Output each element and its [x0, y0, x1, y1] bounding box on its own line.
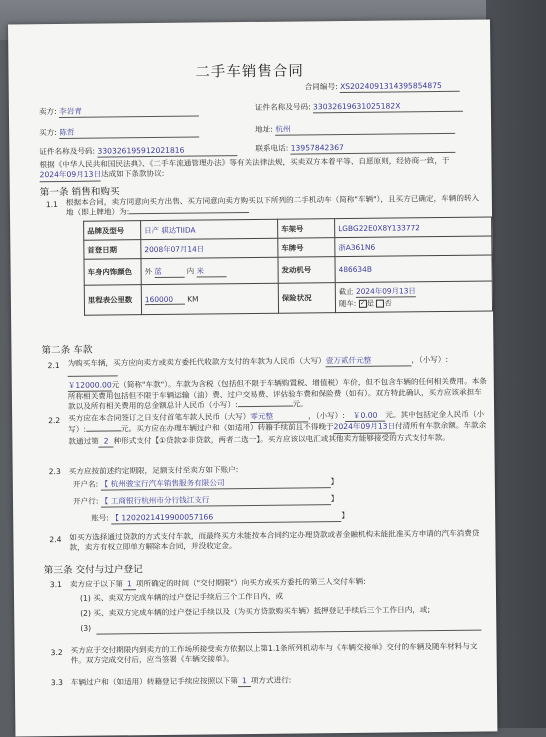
- vehicle-info-table: [83, 216, 493, 315]
- clause-2-3-text: 买方应按前述约定期限，足额支付至卖方如下账户:: [68, 465, 239, 476]
- account-name-row: 开户名: 【 杭州骏宝行汽车销售服务有限公司 】: [72, 477, 339, 489]
- contract-paper: [8, 19, 497, 736]
- color-value: 外 蓝 内 米: [141, 257, 278, 284]
- buyer-row: 买方: 陈哲: [39, 127, 199, 140]
- reg-date-value: 2008年07月14日: [141, 238, 278, 258]
- contract-number: 合同编号: XS2024091314395854875: [305, 81, 460, 94]
- reg-date-label: 首登日期: [84, 240, 141, 260]
- engine-label: 发动机号: [278, 257, 335, 284]
- clause-2-1-number: 2.1: [47, 361, 60, 371]
- article-3-heading: 第三条 交付与过户登记: [43, 564, 143, 577]
- clause-1-1-number: 1.1: [45, 200, 59, 210]
- clause-1-1-text: 根据本合同，卖方同意向买方出售、买方同意向卖方购买以下所列的二手机动车（简称"车辆"），且买方已确定，车辆的转入地（即上牌地）为:: [65, 193, 480, 218]
- vin-value: LGBG22E0X8Y133772: [335, 217, 492, 238]
- option-3-line: [96, 630, 481, 635]
- clause-3-2-number: 3.2: [50, 647, 63, 658]
- buyer-id-row: 证件名称及号码: 330326195912021816: [39, 145, 237, 158]
- buyer-phone-row: 联系电话: 13957842367: [255, 142, 455, 155]
- contract-title: 二手车销售合同: [195, 63, 304, 81]
- account-number-row: 账号: 【 1202021419900057166 】: [91, 511, 349, 525]
- insurance-label: 保险状况: [278, 283, 335, 314]
- article-1-heading: 第一条 销售和购买: [39, 186, 120, 199]
- option-2: (2) 买、卖双方完成车辆的过户登记手续以及（为买方贷款购买车辆）抵押登记手续后三个工作日内，或;: [80, 605, 431, 618]
- engine-value: 486634B: [335, 255, 492, 283]
- seller-id-row: 证件名称及号码: 330326196310251​82X: [255, 101, 463, 114]
- article-2-heading: 第二条 车款: [41, 344, 93, 357]
- clause-3-2-text: 买方应于交付期限内到卖方的工作场所接受卖方依据以上第1.1条所列机动车与《车辆交接单》交付的车辆及随车材料与文件。双方完成交付后，应当签署《车辆交接单》。: [70, 641, 478, 666]
- clause-3-1-text: 卖方应于以下第 1 项所确定的时间（"交付期限"）向买方或买方委托的第三人交付车辆:: [69, 576, 366, 589]
- clause-2-4-number: 2.4: [49, 534, 62, 545]
- brand-value: 日产 骐达TIIDA: [141, 219, 278, 239]
- plate-label: 车牌号: [278, 238, 335, 258]
- clause-2-2-number: 2.2: [48, 415, 61, 426]
- vin-label: 车架号: [278, 219, 335, 239]
- color-label: 车身内饰颜色: [84, 259, 141, 286]
- clause-2-1-text: 为购买车辆，买方应向卖方或卖方委托代收款方支付的车款为人民币（大写）壹万贰仟元整 ，（小写）: ￥12000.00元（简称"车款"）。车款为含税（包括但不限于车辆购置税、增值税）车价，但不包含车辆的任何相关费用。本条所称相关费用包括但不限于车辆运输（油）费、过户交易费、评估验车费和保险费（如有）。双方特此确认，买方应该承担车款以及所有相关费用的总金额总计人民币（小写）: 元。: [67, 354, 487, 411]
- mileage-value: 160000 KM: [141, 283, 278, 314]
- clause-2-4-text: 如买方选择通过贷款的方式支付车款，而最终买方未能按本合同约定办理贷款或者金融机构未能批准买方申请的汽车消费贷款，卖方有权立即单方解除本合同，并没收定金。: [69, 528, 480, 553]
- seller-row: 卖方: 李岩青: [39, 106, 199, 119]
- clause-3-3-number: 3.3: [50, 677, 64, 688]
- plate-value: 浙A361N6: [335, 236, 492, 257]
- bank-row: 开户行: 【 工商银行杭州市分行钱江支行 】: [72, 494, 339, 506]
- clause-2-3-number: 2.3: [48, 466, 61, 477]
- clause-3-1-number: 3.1: [49, 579, 63, 590]
- clause-3-3-text: 车辆过户和（如适用）转籍登记手续应按照以下第 1 项方式进行:: [70, 675, 292, 687]
- option-1: (1) 买、卖双方完成车辆的过户登记手续后三个工作日内，或: [79, 591, 284, 603]
- mileage-label: 里程表公里数: [84, 285, 141, 316]
- insurance-yes-checkbox[interactable]: ✓: [360, 299, 366, 307]
- clause-2-2-text: 买方应在本合同签订之日支付首笔车款人民币（大写）零元整 ，（小写）: ￥0.00 元。其中包括定金人民币（小写）: 元。买方应在办理车辆过户和（如适用）转籍手续前且不得晚于2024年09月13日付清所有车款余额。车款余款通过第 2 种形式支付【①贷款②非贷款，两者二选一】。买方应该以电汇或其他卖方能够接受的方式支付车款。: [68, 409, 487, 446]
- buyer-address-row: 地址: 杭州: [255, 123, 455, 136]
- option-3: (3): [80, 623, 92, 633]
- preamble: 根据《中华人民共和国民法典》、《二手车流通管理办法》等有关法律法规，买卖双方本着平等、自愿原则，经协商一致，于2024年09月13日达成如下条款协议:: [39, 156, 479, 182]
- brand-label: 品牌及型号: [84, 221, 141, 241]
- insurance-value: 截止 2024年09月13日 随车: ✓是 否: [335, 281, 492, 313]
